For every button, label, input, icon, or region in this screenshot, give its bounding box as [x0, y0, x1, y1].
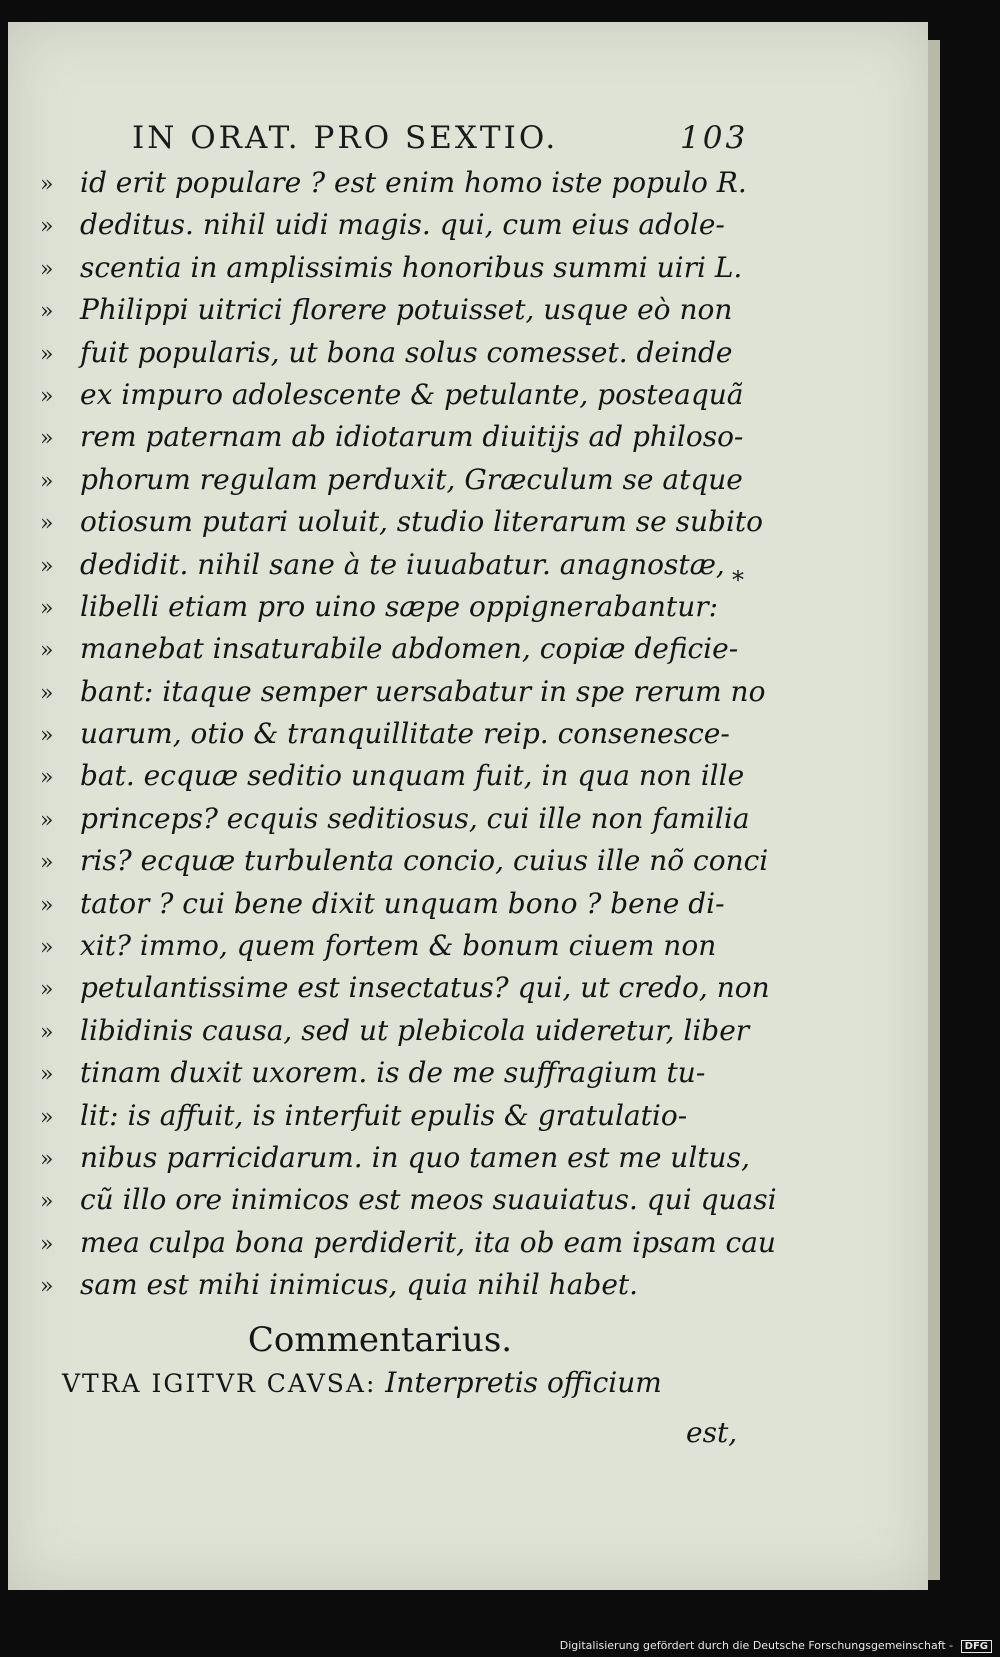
main-text	[40, 166, 800, 1311]
line-text: mea culpa bona perdiderit, ita ob eam ipsam cau	[80, 1225, 776, 1259]
page-edge	[928, 40, 940, 1580]
section-heading: Commentarius.	[247, 1320, 513, 1360]
quotation-marker: »	[40, 892, 54, 918]
quotation-marker: »	[40, 1146, 54, 1172]
commentary-text: Interpretis officium	[385, 1366, 662, 1399]
text-line	[40, 293, 800, 335]
line-text: bant: itaque semper uersabatur in spe rerum no	[80, 674, 766, 708]
quotation-marker: »	[40, 977, 54, 1003]
line-text: lit: is affuit, is interfuit epulis & gratulatio-	[80, 1098, 688, 1132]
text-line	[40, 420, 800, 462]
text-line	[40, 971, 800, 1013]
line-text: fuit popularis, ut bona solus comesset. deinde	[80, 335, 733, 369]
text-line	[40, 632, 800, 674]
line-text: ex impuro adolescente & petulante, posteaquã	[80, 377, 744, 411]
quotation-marker: »	[40, 1189, 54, 1215]
quotation-marker: »	[40, 723, 54, 749]
text-line	[40, 166, 800, 208]
text-line	[40, 1183, 800, 1225]
catchword: est,	[686, 1416, 738, 1449]
line-text: Philippi uitrici florere potuisset, usque eò non	[80, 293, 733, 327]
line-text: deditus. nihil uidi magis. qui, cum eius adole-	[80, 208, 725, 242]
line-text: manebat insaturabile abdomen, copiæ deficie-	[80, 632, 739, 666]
margin-asterisk: *	[732, 566, 744, 594]
text-line	[40, 378, 800, 420]
text-line	[40, 887, 800, 929]
commentary-lemma: VTRA IGITVR CAVSA:	[62, 1369, 377, 1398]
text-line	[40, 505, 800, 547]
quotation-marker: »	[40, 807, 54, 833]
line-text: phorum regulam perduxit, Græculum se atque	[80, 462, 743, 496]
text-line	[40, 1014, 800, 1056]
line-text: otiosum putari uoluit, studio literarum se subito	[80, 505, 764, 539]
quotation-marker: »	[40, 638, 54, 664]
line-text: id erit populare ? est enim homo iste populo R.	[80, 166, 747, 199]
text-line	[40, 844, 800, 886]
quotation-marker: »	[40, 511, 54, 537]
line-text: ris? ecquæ turbulenta concio, cuius ille nõ conci	[80, 844, 769, 878]
quotation-marker: »	[40, 765, 54, 791]
line-text: rem paternam ab idiotarum diuitijs ad philoso-	[80, 420, 744, 454]
quotation-marker: »	[40, 553, 54, 579]
line-text: bat. ecquæ seditio unquam fuit, in qua non ille	[80, 759, 745, 793]
quotation-marker: »	[40, 595, 54, 621]
text-line	[40, 548, 800, 590]
quotation-marker: »	[40, 680, 54, 706]
line-text: nibus parricidarum. in quo tamen est me ultus,	[80, 1140, 750, 1174]
page-number: 103	[680, 120, 749, 156]
line-text: scentia in amplissimis honoribus summi uiri L.	[80, 250, 743, 284]
footer-credit	[560, 1639, 992, 1653]
text-line	[40, 929, 800, 971]
quotation-marker: »	[40, 1231, 54, 1257]
line-text: libelli etiam pro uino sæpe oppignerabantur:	[80, 589, 719, 623]
quotation-marker: »	[40, 1062, 54, 1088]
text-line	[40, 675, 800, 717]
quotation-marker: »	[40, 214, 54, 240]
quotation-marker: »	[40, 256, 54, 282]
line-text: princeps? ecquis seditiosus, cui ille non familia	[80, 801, 750, 835]
quotation-marker: »	[40, 850, 54, 876]
text-line	[40, 208, 800, 250]
text-line	[40, 336, 800, 378]
quotation-marker: »	[40, 341, 54, 367]
text-line	[40, 463, 800, 505]
commentary-line	[62, 1366, 742, 1399]
line-text: dedidit. nihil sane à te iuuabatur. anagnostæ,	[80, 547, 725, 581]
quotation-marker: »	[40, 1104, 54, 1130]
quotation-marker: »	[40, 426, 54, 452]
running-head	[120, 120, 820, 160]
running-head-title: IN ORAT. PRO SEXTIO.	[132, 120, 559, 156]
line-text: petulantissime est insectatus? qui, ut credo, non	[80, 971, 770, 1005]
quotation-marker: »	[40, 383, 54, 409]
quotation-marker: »	[40, 1019, 54, 1045]
dfg-logo: DFG	[961, 1640, 992, 1653]
text-line	[40, 759, 800, 801]
footer-text: Digitalisierung gefördert durch die Deutsche Forschungsgemeinschaft -	[559, 1639, 954, 1652]
line-text: xit? immo, quem fortem & bonum ciuem non	[80, 929, 717, 963]
text-line	[40, 1268, 800, 1310]
quotation-marker: »	[40, 468, 54, 494]
text-line	[40, 1141, 800, 1183]
text-line	[40, 717, 800, 759]
text-line	[40, 1226, 800, 1268]
line-text: tator ? cui bene dixit unquam bono ? bene di-	[80, 886, 725, 920]
text-line	[40, 1099, 800, 1141]
quotation-marker: »	[40, 1274, 54, 1300]
text-line	[40, 1056, 800, 1098]
line-text: libidinis causa, sed ut plebicola uideretur, liber	[80, 1013, 750, 1047]
line-text: sam est mihi inimicus, quia nihil habet.	[80, 1268, 639, 1302]
text-line	[40, 802, 800, 844]
text-line	[40, 590, 800, 632]
line-text: cũ illo ore inimicos est meos suauiatus. qui quasi	[80, 1183, 777, 1217]
quotation-marker: »	[40, 172, 54, 197]
text-line	[40, 251, 800, 293]
line-text: tinam duxit uxorem. is de me suffragium tu-	[80, 1056, 706, 1090]
quotation-marker: »	[40, 935, 54, 961]
line-text: uarum, otio & tranquillitate reip. consenesce-	[80, 717, 730, 751]
quotation-marker: »	[40, 299, 54, 325]
